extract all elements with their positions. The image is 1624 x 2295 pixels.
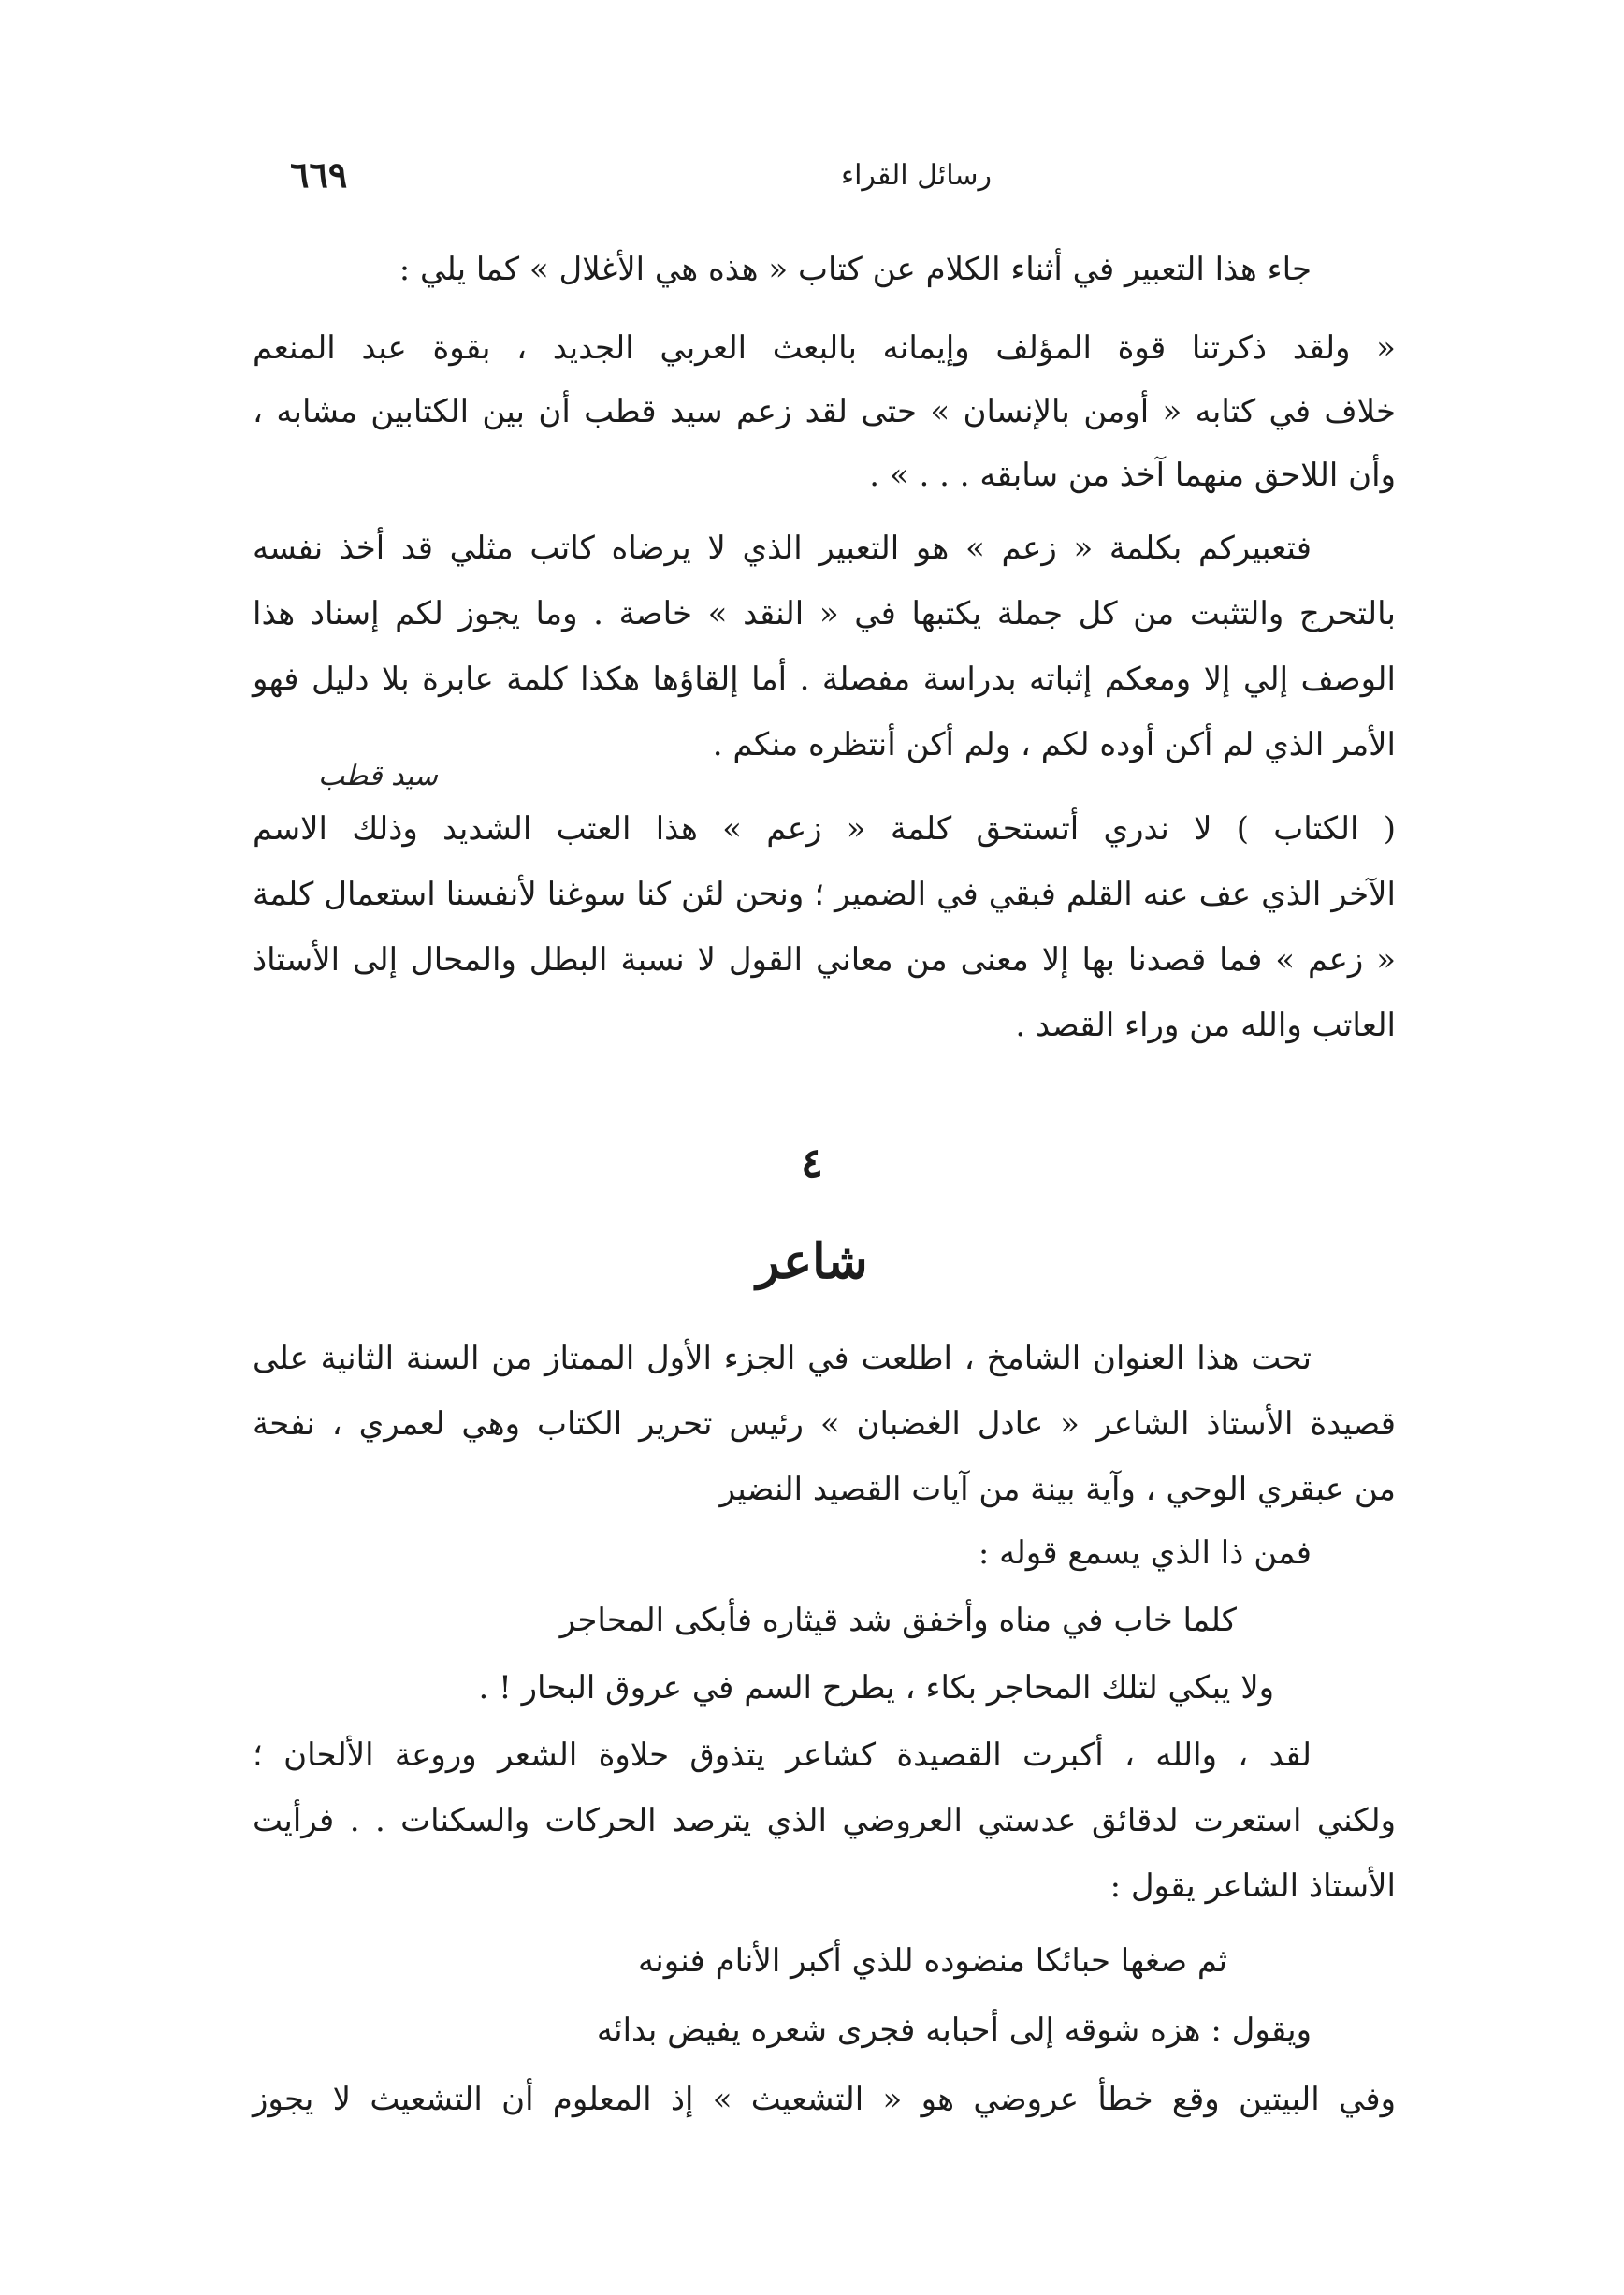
paragraph-line: الآخر الذي عف عنه القلم فبقي في الضمير ؛ ونحن لئن كنا سوغنا لأنفسنا استعمال كلمة: [253, 876, 1396, 913]
paragraph-line: وأن اللاحق منهما آخذ من سابقه . . . » .: [869, 457, 1396, 494]
paragraph-line: ولكني استعرت لدقائق عدستي العروضي الذي يترصد الحركات والسكنات . . فرأيت: [253, 1802, 1396, 1839]
signature-note: سيد قطب: [318, 760, 438, 792]
paragraph-line: من عبقري الوحي ، وآية بينة من آيات القصيد النضير: [719, 1471, 1396, 1508]
paragraph-line: فتعبيركم بكلمة « زعم » هو التعبير الذي لا يرضاه كاتب مثلي قد أخذ نفسه: [253, 530, 1312, 567]
section-number: ٤: [801, 1140, 823, 1187]
paragraph-line: خلاف في كتابه « أومن بالإنسان » حتى لقد زعم سيد قطب أن بين الكتابين مشابه ،: [253, 393, 1396, 430]
paragraph-line: الأستاذ الشاعر يقول :: [1109, 1867, 1396, 1905]
paragraph-line: تحت هذا العنوان الشامخ ، اطلعت في الجزء الأول الممتاز من السنة الثانية على: [253, 1340, 1312, 1377]
paragraph-line: « ولقد ذكرتنا قوة المؤلف وإيمانه بالبعث العربي الجديد ، بقوة عبد المنعم: [253, 329, 1396, 367]
section-title: شاعر: [756, 1233, 868, 1290]
paragraph-line: بالتحرج والتثبت من كل جملة يكتبها في « النقد » خاصة . وما يجوز لكم إسناد هذا: [253, 595, 1396, 632]
verse-line: كلما خاب في مناه وأخفق شد قيثاره فأبكى المحاجر: [559, 1602, 1237, 1639]
verse-line: ويقول : هزه شوقه إلى أحبابه فجرى شعره يفيض بدائه: [596, 2012, 1312, 2049]
paragraph-line: لقد ، والله ، أكبرت القصيدة كشاعر يتذوق حلاوة الشعر وروعة الألحان ؛: [253, 1736, 1312, 1774]
paragraph-line: قصيدة الأستاذ الشاعر « عادل الغضبان » رئيس تحرير الكتاب وهي لعمري ، نفحة: [253, 1405, 1396, 1443]
paragraph-line: ( الكتاب ) لا ندري أتستحق كلمة « زعم » هذا العتب الشديد وذلك الاسم: [253, 810, 1396, 848]
paragraph-line: « زعم » فما قصدنا بها إلا معنى من معاني القول لا نسبة البطل والمحال إلى الأستاذ: [253, 941, 1396, 979]
paragraph-line: جاء هذا التعبير في أثناء الكلام عن كتاب « هذه هي الأغلال » كما يلي :: [399, 251, 1312, 288]
verse-line: ولا يبكي لتلك المحاجر بكاء ، يطرح السم في عروق البحار ! .: [478, 1669, 1274, 1707]
paragraph-line: الأمر الذي لم أكن أوده لكم ، ولم أكن أنتظره منكم .: [712, 726, 1396, 763]
paragraph-line: فمن ذا الذي يسمع قوله :: [978, 1534, 1312, 1572]
page-number: ٦٦٩: [290, 153, 348, 196]
paragraph-line: وفي البيتين وقع خطأ عروضي هو « التشعيث » إذ المعلوم أن التشعيث لا يجوز: [253, 2081, 1396, 2118]
verse-line: ثم صغها حبائكا منضوده للذي أكبر الأنام فنونه: [638, 1942, 1227, 1980]
paragraph-line: الوصف إلي إلا ومعكم إثباته بدراسة مفصلة . أما إلقاؤها هكذا كلمة عابرة بلا دليل فهو: [253, 661, 1396, 698]
running-title: رسائل القراء: [840, 159, 992, 192]
page-header: [290, 153, 1394, 215]
paragraph-line: العاتب والله من وراء القصد .: [1015, 1007, 1396, 1044]
